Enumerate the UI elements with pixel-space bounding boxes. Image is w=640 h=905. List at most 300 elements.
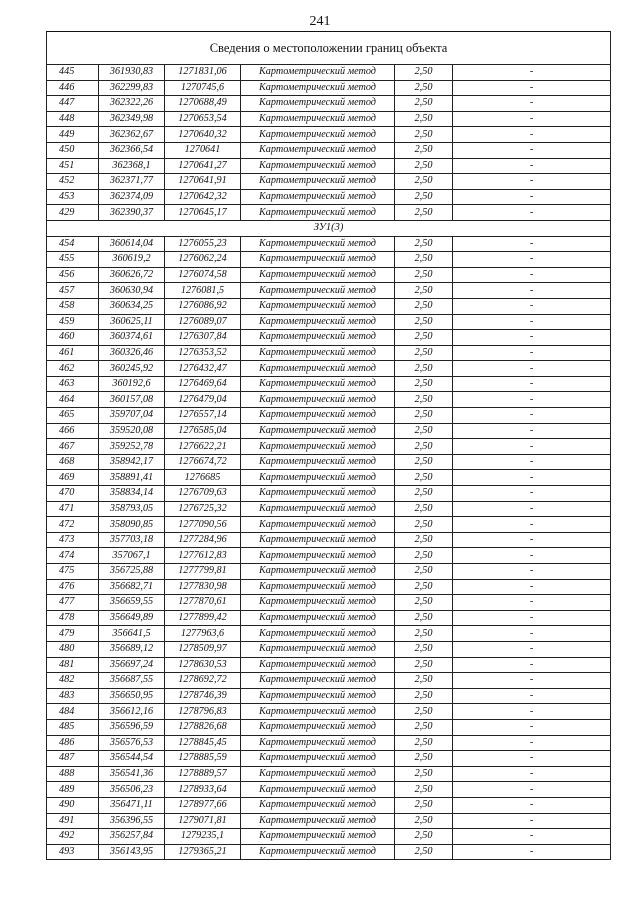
x-coordinate-cell: 360157,08 xyxy=(99,392,165,408)
y-coordinate-cell: 1278885,59 xyxy=(165,751,241,767)
table-row xyxy=(47,829,611,845)
x-coordinate-cell: 356697,24 xyxy=(99,657,165,673)
x-coordinate-cell: 356687,55 xyxy=(99,673,165,689)
description-cell: - xyxy=(453,532,611,548)
y-coordinate-cell: 1276685 xyxy=(165,470,241,486)
point-number-cell: 460 xyxy=(47,330,99,346)
y-coordinate-cell: 1276055,23 xyxy=(165,236,241,252)
table-row xyxy=(47,158,611,174)
x-coordinate-cell: 360619,2 xyxy=(99,252,165,268)
description-cell: - xyxy=(453,595,611,611)
table-title: Сведения о местоположении границ объекта xyxy=(47,32,611,65)
description-cell: - xyxy=(453,65,611,81)
accuracy-cell: 2,50 xyxy=(395,345,453,361)
point-number-cell: 454 xyxy=(47,236,99,252)
table-row xyxy=(47,641,611,657)
accuracy-cell: 2,50 xyxy=(395,610,453,626)
method-cell: Картометрический метод xyxy=(241,797,395,813)
y-coordinate-cell: 1278509,97 xyxy=(165,641,241,657)
y-coordinate-cell: 1276622,21 xyxy=(165,439,241,455)
x-coordinate-cell: 356725,88 xyxy=(99,564,165,580)
table-row xyxy=(47,236,611,252)
y-coordinate-cell: 1278692,72 xyxy=(165,673,241,689)
y-coordinate-cell: 1278746,39 xyxy=(165,688,241,704)
description-cell: - xyxy=(453,267,611,283)
accuracy-cell: 2,50 xyxy=(395,267,453,283)
y-coordinate-cell: 1276062,24 xyxy=(165,252,241,268)
description-cell: - xyxy=(453,641,611,657)
x-coordinate-cell: 360192,6 xyxy=(99,376,165,392)
accuracy-cell: 2,50 xyxy=(395,797,453,813)
accuracy-cell: 2,50 xyxy=(395,189,453,205)
accuracy-cell: 2,50 xyxy=(395,298,453,314)
y-coordinate-cell: 1278845,45 xyxy=(165,735,241,751)
accuracy-cell: 2,50 xyxy=(395,688,453,704)
accuracy-cell: 2,50 xyxy=(395,330,453,346)
description-cell: - xyxy=(453,314,611,330)
method-cell: Картометрический метод xyxy=(241,517,395,533)
description-cell: - xyxy=(453,486,611,502)
x-coordinate-cell: 360326,46 xyxy=(99,345,165,361)
method-cell: Картометрический метод xyxy=(241,158,395,174)
table-row xyxy=(47,408,611,424)
method-cell: Картометрический метод xyxy=(241,454,395,470)
table-row xyxy=(47,719,611,735)
y-coordinate-cell: 1276557,14 xyxy=(165,408,241,424)
section-label: ЗУ1(3) xyxy=(47,220,611,236)
table-row xyxy=(47,813,611,829)
description-cell: - xyxy=(453,111,611,127)
y-coordinate-cell: 1276479,04 xyxy=(165,392,241,408)
description-cell: - xyxy=(453,626,611,642)
y-coordinate-cell: 1276086,92 xyxy=(165,298,241,314)
x-coordinate-cell: 356612,16 xyxy=(99,704,165,720)
y-coordinate-cell: 1276725,32 xyxy=(165,501,241,517)
table-row xyxy=(47,735,611,751)
point-number-cell: 463 xyxy=(47,376,99,392)
method-cell: Картометрический метод xyxy=(241,127,395,143)
table-row xyxy=(47,205,611,221)
description-cell: - xyxy=(453,205,611,221)
point-number-cell: 459 xyxy=(47,314,99,330)
table-row xyxy=(47,283,611,299)
table-row xyxy=(47,361,611,377)
method-cell: Картометрический метод xyxy=(241,735,395,751)
x-coordinate-cell: 356143,95 xyxy=(99,844,165,860)
method-cell: Картометрический метод xyxy=(241,486,395,502)
table-row xyxy=(47,688,611,704)
table-body xyxy=(47,32,611,860)
point-number-cell: 482 xyxy=(47,673,99,689)
table-row xyxy=(47,376,611,392)
table-row xyxy=(47,252,611,268)
x-coordinate-cell: 362362,67 xyxy=(99,127,165,143)
x-coordinate-cell: 357067,1 xyxy=(99,548,165,564)
table-row xyxy=(47,454,611,470)
y-coordinate-cell: 1278889,57 xyxy=(165,766,241,782)
description-cell: - xyxy=(453,298,611,314)
y-coordinate-cell: 1276674,72 xyxy=(165,454,241,470)
x-coordinate-cell: 362349,98 xyxy=(99,111,165,127)
point-number-cell: 466 xyxy=(47,423,99,439)
description-cell: - xyxy=(453,174,611,190)
accuracy-cell: 2,50 xyxy=(395,158,453,174)
y-coordinate-cell: 1277963,6 xyxy=(165,626,241,642)
method-cell: Картометрический метод xyxy=(241,252,395,268)
accuracy-cell: 2,50 xyxy=(395,283,453,299)
x-coordinate-cell: 357703,18 xyxy=(99,532,165,548)
method-cell: Картометрический метод xyxy=(241,610,395,626)
y-coordinate-cell: 1271831,06 xyxy=(165,65,241,81)
point-number-cell: 492 xyxy=(47,829,99,845)
y-coordinate-cell: 1276089,07 xyxy=(165,314,241,330)
point-number-cell: 455 xyxy=(47,252,99,268)
table-row xyxy=(47,766,611,782)
table-row xyxy=(47,439,611,455)
accuracy-cell: 2,50 xyxy=(395,782,453,798)
description-cell: - xyxy=(453,657,611,673)
accuracy-cell: 2,50 xyxy=(395,766,453,782)
description-cell: - xyxy=(453,252,611,268)
description-cell: - xyxy=(453,158,611,174)
method-cell: Картометрический метод xyxy=(241,829,395,845)
point-number-cell: 465 xyxy=(47,408,99,424)
y-coordinate-cell: 1277284,96 xyxy=(165,532,241,548)
method-cell: Картометрический метод xyxy=(241,813,395,829)
point-number-cell: 447 xyxy=(47,96,99,112)
accuracy-cell: 2,50 xyxy=(395,80,453,96)
y-coordinate-cell: 1279071,81 xyxy=(165,813,241,829)
point-number-cell: 476 xyxy=(47,579,99,595)
point-number-cell: 474 xyxy=(47,548,99,564)
x-coordinate-cell: 362390,37 xyxy=(99,205,165,221)
table-title-row xyxy=(47,32,611,65)
section-row xyxy=(47,220,611,236)
method-cell: Картометрический метод xyxy=(241,267,395,283)
description-cell: - xyxy=(453,797,611,813)
accuracy-cell: 2,50 xyxy=(395,252,453,268)
method-cell: Картометрический метод xyxy=(241,205,395,221)
x-coordinate-cell: 356596,59 xyxy=(99,719,165,735)
accuracy-cell: 2,50 xyxy=(395,673,453,689)
accuracy-cell: 2,50 xyxy=(395,111,453,127)
x-coordinate-cell: 360614,04 xyxy=(99,236,165,252)
accuracy-cell: 2,50 xyxy=(395,127,453,143)
y-coordinate-cell: 1270641 xyxy=(165,142,241,158)
y-coordinate-cell: 1277612,83 xyxy=(165,548,241,564)
point-number-cell: 446 xyxy=(47,80,99,96)
method-cell: Картометрический метод xyxy=(241,376,395,392)
x-coordinate-cell: 360634,25 xyxy=(99,298,165,314)
x-coordinate-cell: 356396,55 xyxy=(99,813,165,829)
y-coordinate-cell: 1270688,49 xyxy=(165,96,241,112)
x-coordinate-cell: 356682,71 xyxy=(99,579,165,595)
y-coordinate-cell: 1277870,61 xyxy=(165,595,241,611)
point-number-cell: 452 xyxy=(47,174,99,190)
y-coordinate-cell: 1270640,32 xyxy=(165,127,241,143)
table-row xyxy=(47,626,611,642)
accuracy-cell: 2,50 xyxy=(395,454,453,470)
point-number-cell: 471 xyxy=(47,501,99,517)
x-coordinate-cell: 362368,1 xyxy=(99,158,165,174)
table-row xyxy=(47,96,611,112)
description-cell: - xyxy=(453,517,611,533)
description-cell: - xyxy=(453,735,611,751)
method-cell: Картометрический метод xyxy=(241,439,395,455)
method-cell: Картометрический метод xyxy=(241,142,395,158)
accuracy-cell: 2,50 xyxy=(395,376,453,392)
y-coordinate-cell: 1277830,98 xyxy=(165,579,241,595)
accuracy-cell: 2,50 xyxy=(395,96,453,112)
point-number-cell: 453 xyxy=(47,189,99,205)
method-cell: Картометрический метод xyxy=(241,392,395,408)
accuracy-cell: 2,50 xyxy=(395,174,453,190)
accuracy-cell: 2,50 xyxy=(395,236,453,252)
table-row xyxy=(47,657,611,673)
accuracy-cell: 2,50 xyxy=(395,813,453,829)
x-coordinate-cell: 356471,11 xyxy=(99,797,165,813)
method-cell: Картометрический метод xyxy=(241,330,395,346)
description-cell: - xyxy=(453,766,611,782)
description-cell: - xyxy=(453,673,611,689)
method-cell: Картометрический метод xyxy=(241,844,395,860)
accuracy-cell: 2,50 xyxy=(395,657,453,673)
x-coordinate-cell: 361930,83 xyxy=(99,65,165,81)
y-coordinate-cell: 1270642,32 xyxy=(165,189,241,205)
x-coordinate-cell: 360625,11 xyxy=(99,314,165,330)
x-coordinate-cell: 360626,72 xyxy=(99,267,165,283)
description-cell: - xyxy=(453,361,611,377)
y-coordinate-cell: 1276353,52 xyxy=(165,345,241,361)
page-number: 241 xyxy=(309,14,331,29)
table-row xyxy=(47,111,611,127)
point-number-cell: 457 xyxy=(47,283,99,299)
point-number-cell: 479 xyxy=(47,626,99,642)
point-number-cell: 487 xyxy=(47,751,99,767)
description-cell: - xyxy=(453,439,611,455)
description-cell: - xyxy=(453,80,611,96)
description-cell: - xyxy=(453,813,611,829)
x-coordinate-cell: 359707,04 xyxy=(99,408,165,424)
description-cell: - xyxy=(453,751,611,767)
point-number-cell: 489 xyxy=(47,782,99,798)
table-row xyxy=(47,189,611,205)
table-row xyxy=(47,80,611,96)
method-cell: Картометрический метод xyxy=(241,408,395,424)
accuracy-cell: 2,50 xyxy=(395,517,453,533)
description-cell: - xyxy=(453,127,611,143)
y-coordinate-cell: 1276709,63 xyxy=(165,486,241,502)
accuracy-cell: 2,50 xyxy=(395,314,453,330)
point-number-cell: 472 xyxy=(47,517,99,533)
method-cell: Картометрический метод xyxy=(241,657,395,673)
table-row xyxy=(47,501,611,517)
boundary-coordinates-table xyxy=(46,31,611,860)
x-coordinate-cell: 356257,84 xyxy=(99,829,165,845)
method-cell: Картометрический метод xyxy=(241,688,395,704)
point-number-cell: 469 xyxy=(47,470,99,486)
description-cell: - xyxy=(453,408,611,424)
table-row xyxy=(47,423,611,439)
method-cell: Картометрический метод xyxy=(241,782,395,798)
y-coordinate-cell: 1270745,6 xyxy=(165,80,241,96)
accuracy-cell: 2,50 xyxy=(395,595,453,611)
point-number-cell: 491 xyxy=(47,813,99,829)
method-cell: Картометрический метод xyxy=(241,345,395,361)
y-coordinate-cell: 1278630,53 xyxy=(165,657,241,673)
table-row xyxy=(47,579,611,595)
point-number-cell: 485 xyxy=(47,719,99,735)
x-coordinate-cell: 358834,14 xyxy=(99,486,165,502)
x-coordinate-cell: 356649,89 xyxy=(99,610,165,626)
x-coordinate-cell: 359252,78 xyxy=(99,439,165,455)
description-cell: - xyxy=(453,610,611,626)
x-coordinate-cell: 362366,54 xyxy=(99,142,165,158)
y-coordinate-cell: 1279365,21 xyxy=(165,844,241,860)
y-coordinate-cell: 1276585,04 xyxy=(165,423,241,439)
point-number-cell: 486 xyxy=(47,735,99,751)
y-coordinate-cell: 1276432,47 xyxy=(165,361,241,377)
method-cell: Картометрический метод xyxy=(241,298,395,314)
description-cell: - xyxy=(453,829,611,845)
accuracy-cell: 2,50 xyxy=(395,361,453,377)
y-coordinate-cell: 1277799,81 xyxy=(165,564,241,580)
description-cell: - xyxy=(453,96,611,112)
x-coordinate-cell: 358090,85 xyxy=(99,517,165,533)
method-cell: Картометрический метод xyxy=(241,80,395,96)
point-number-cell: 475 xyxy=(47,564,99,580)
accuracy-cell: 2,50 xyxy=(395,142,453,158)
accuracy-cell: 2,50 xyxy=(395,439,453,455)
table-row xyxy=(47,751,611,767)
table-row xyxy=(47,595,611,611)
method-cell: Картометрический метод xyxy=(241,423,395,439)
method-cell: Картометрический метод xyxy=(241,314,395,330)
table-row xyxy=(47,392,611,408)
x-coordinate-cell: 356506,23 xyxy=(99,782,165,798)
description-cell: - xyxy=(453,330,611,346)
method-cell: Картометрический метод xyxy=(241,766,395,782)
point-number-cell: 488 xyxy=(47,766,99,782)
table-row xyxy=(47,673,611,689)
accuracy-cell: 2,50 xyxy=(395,548,453,564)
point-number-cell: 450 xyxy=(47,142,99,158)
method-cell: Картометрический метод xyxy=(241,673,395,689)
x-coordinate-cell: 362299,83 xyxy=(99,80,165,96)
method-cell: Картометрический метод xyxy=(241,641,395,657)
method-cell: Картометрический метод xyxy=(241,501,395,517)
method-cell: Картометрический метод xyxy=(241,532,395,548)
table-row xyxy=(47,532,611,548)
point-number-cell: 467 xyxy=(47,439,99,455)
description-cell: - xyxy=(453,236,611,252)
y-coordinate-cell: 1276081,5 xyxy=(165,283,241,299)
accuracy-cell: 2,50 xyxy=(395,423,453,439)
y-coordinate-cell: 1276074,58 xyxy=(165,267,241,283)
method-cell: Картометрический метод xyxy=(241,236,395,252)
description-cell: - xyxy=(453,844,611,860)
point-number-cell: 464 xyxy=(47,392,99,408)
accuracy-cell: 2,50 xyxy=(395,564,453,580)
method-cell: Картометрический метод xyxy=(241,111,395,127)
method-cell: Картометрический метод xyxy=(241,548,395,564)
table-row xyxy=(47,610,611,626)
description-cell: - xyxy=(453,782,611,798)
accuracy-cell: 2,50 xyxy=(395,486,453,502)
x-coordinate-cell: 356541,36 xyxy=(99,766,165,782)
y-coordinate-cell: 1278977,66 xyxy=(165,797,241,813)
method-cell: Картометрический метод xyxy=(241,595,395,611)
description-cell: - xyxy=(453,392,611,408)
accuracy-cell: 2,50 xyxy=(395,65,453,81)
accuracy-cell: 2,50 xyxy=(395,704,453,720)
x-coordinate-cell: 356544,54 xyxy=(99,751,165,767)
method-cell: Картометрический метод xyxy=(241,564,395,580)
description-cell: - xyxy=(453,423,611,439)
method-cell: Картометрический метод xyxy=(241,579,395,595)
table-row xyxy=(47,298,611,314)
table-row xyxy=(47,345,611,361)
point-number-cell: 477 xyxy=(47,595,99,611)
x-coordinate-cell: 356641,5 xyxy=(99,626,165,642)
y-coordinate-cell: 1276307,84 xyxy=(165,330,241,346)
y-coordinate-cell: 1279235,1 xyxy=(165,829,241,845)
x-coordinate-cell: 362374,09 xyxy=(99,189,165,205)
description-cell: - xyxy=(453,579,611,595)
accuracy-cell: 2,50 xyxy=(395,501,453,517)
description-cell: - xyxy=(453,688,611,704)
x-coordinate-cell: 360374,61 xyxy=(99,330,165,346)
point-number-cell: 448 xyxy=(47,111,99,127)
point-number-cell: 483 xyxy=(47,688,99,704)
x-coordinate-cell: 362371,77 xyxy=(99,174,165,190)
point-number-cell: 451 xyxy=(47,158,99,174)
y-coordinate-cell: 1277899,42 xyxy=(165,610,241,626)
method-cell: Картометрический метод xyxy=(241,704,395,720)
table-row xyxy=(47,65,611,81)
y-coordinate-cell: 1270641,91 xyxy=(165,174,241,190)
table-row xyxy=(47,267,611,283)
description-cell: - xyxy=(453,501,611,517)
y-coordinate-cell: 1270653,54 xyxy=(165,111,241,127)
method-cell: Картометрический метод xyxy=(241,719,395,735)
point-number-cell: 461 xyxy=(47,345,99,361)
table-row xyxy=(47,142,611,158)
y-coordinate-cell: 1278933,64 xyxy=(165,782,241,798)
y-coordinate-cell: 1270641,27 xyxy=(165,158,241,174)
method-cell: Картометрический метод xyxy=(241,189,395,205)
point-number-cell: 484 xyxy=(47,704,99,720)
table-row xyxy=(47,517,611,533)
accuracy-cell: 2,50 xyxy=(395,829,453,845)
table-row xyxy=(47,782,611,798)
method-cell: Картометрический метод xyxy=(241,283,395,299)
accuracy-cell: 2,50 xyxy=(395,579,453,595)
method-cell: Картометрический метод xyxy=(241,751,395,767)
point-number-cell: 493 xyxy=(47,844,99,860)
point-number-cell: 478 xyxy=(47,610,99,626)
accuracy-cell: 2,50 xyxy=(395,844,453,860)
description-cell: - xyxy=(453,454,611,470)
y-coordinate-cell: 1278796,83 xyxy=(165,704,241,720)
table-row xyxy=(47,564,611,580)
point-number-cell: 480 xyxy=(47,641,99,657)
point-number-cell: 429 xyxy=(47,205,99,221)
description-cell: - xyxy=(453,564,611,580)
description-cell: - xyxy=(453,189,611,205)
point-number-cell: 456 xyxy=(47,267,99,283)
table-row xyxy=(47,704,611,720)
